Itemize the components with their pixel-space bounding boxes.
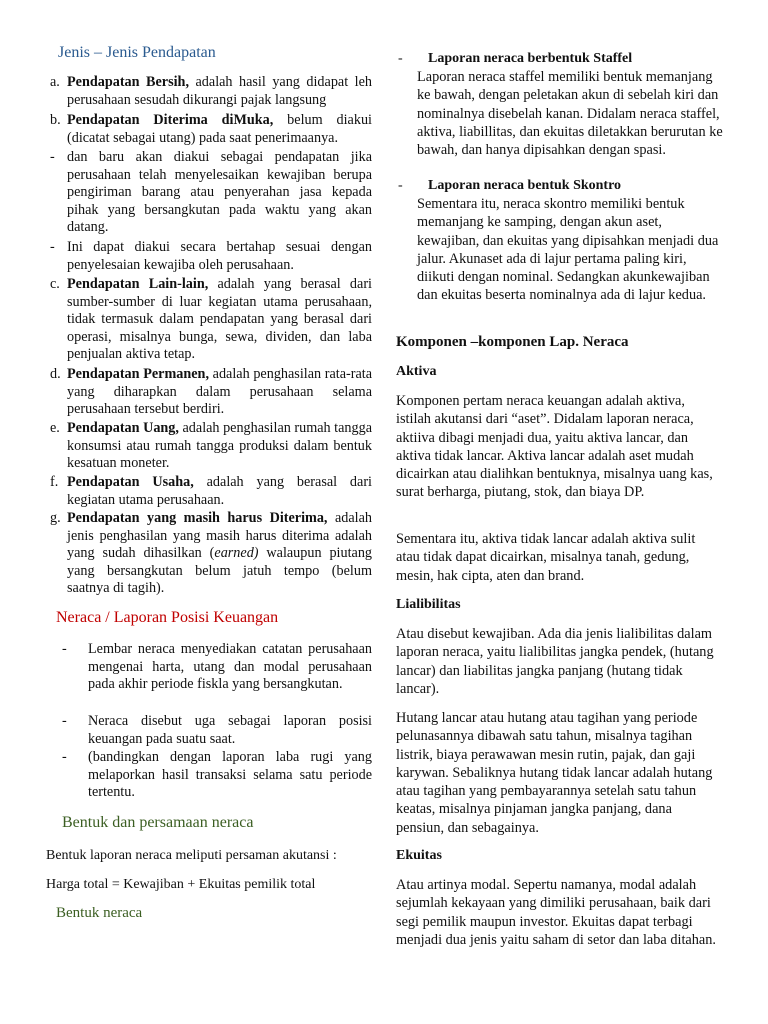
definition-italic: earned) <box>214 545 259 561</box>
heading-bentuk-neraca: Bentuk neraca <box>56 905 143 921</box>
definition: belum diakui (dicatat sebagai utang) pada saat penerimaanya. <box>67 112 372 146</box>
heading-komponen: Komponen –komponen Lap. Neraca <box>396 334 629 350</box>
list-marker: e. <box>50 420 60 436</box>
term: Pendapatan Uang, <box>67 420 179 436</box>
list-marker: c. <box>50 276 60 292</box>
list-marker: a. <box>50 74 60 90</box>
term: Pendapatan Usaha, <box>67 474 194 490</box>
paragraph-aktiva-2: Sementara itu, aktiva tidak lancar adalah aktiva sulit atau tidak dapat dicairkan, misalnya tanah, gedung, mesin, hak cipta, aten dan brand. <box>396 531 696 584</box>
heading-neraca: Neraca / Laporan Posisi Keuangan <box>56 609 279 626</box>
list-marker: d. <box>50 366 61 382</box>
paragraph-aktiva-1: Komponen pertam neraca keuangan adalah aktiva, istilah akutansi dari “aset”. Didalam laporan neraca, aktiiva dibagi menjadi dua, yaitu aktiva lancar, dan aktiva tidak lancar. Aktiva lancar adalah aset mudah dicairkan atau dialihkan bentuknya, misalnya uang kas, surat berharga, piutang, stok, dan biaya DP. <box>396 393 713 501</box>
list-item-g <box>50 510 372 598</box>
term: Pendapatan Diterima diMuka, <box>67 112 274 128</box>
paragraph-staffel: Laporan neraca staffel memiliki bentuk memanjang ke bawah, dengan peletakan akun di sebelah kiri dan nominalnya disebelah kanan. Didalam neraca staffel, aktiva, liabillitas, dan ekuitas diletakkan berurutan ke bawah, dan hanya dipisahkan dengan spasi. <box>417 69 723 159</box>
term: Pendapatan Bersih, <box>67 74 189 90</box>
heading-skontro: Laporan neraca bentuk Skontro <box>428 178 622 193</box>
list-item-d <box>50 366 372 419</box>
definition: adalah penghasilan rumah tangga konsumsi atau rumah tangga produksi dalam bentuk kesatuan moneter. <box>67 420 372 471</box>
definition: dan baru akan diakui sebagai pendapatan jika perusahaan telah menyelesaikan kewajiban berupa pengiriman barang atau penyerahan jasa kepada pihak yang bersangkutan pada waktu yang akan datang. <box>67 149 372 235</box>
list-item-dash-2 <box>50 239 372 274</box>
list-marker: - <box>398 178 403 193</box>
definition: adalah hasil yang didapat leh perusahaan sesudah dikurangi pajak langsung <box>67 74 372 108</box>
definition: Ini dapat diakui secara bertahap sesuai dengan penyelesaian kewajiba oleh perusahaan. <box>67 239 372 273</box>
heading-ekuitas: Ekuitas <box>396 848 442 863</box>
definition: adalah jenis penghasilan yang masih harus diterima adalah yang sudah dihasilkan ( <box>67 510 372 561</box>
neraca-item-2 <box>62 713 372 748</box>
heading-liabilitas: Lialibilitas <box>396 597 461 612</box>
term: Pendapatan Lain-lain, <box>67 276 209 292</box>
paragraph-ekuitas: Atau artinya modal. Sepertu namanya, modal adalah sejumlah kekayaan yang dimiliki perusahaan, baik dari segi pemilik maupun investor. Ekuitas dapat terbagi menjadi dua jenis yaitu saham di setor dan laba ditahan. <box>396 877 716 948</box>
paragraph-liabilitas-1: Atau disebut kewajiban. Ada dia jenis lialibilitas dalam laporan neraca, yaitu lialibilitas jangka pendek, (hutang lancar) dan liabilitas jangka panjang (hutang tidak lancar). <box>396 626 714 697</box>
paragraph-persamaan: Bentuk laporan neraca meliputi persaman akutansi : <box>46 848 337 863</box>
neraca-text: Neraca disebut uga sebagai laporan posisi keuangan pada suatu saat. <box>88 713 372 747</box>
list-item-e <box>50 420 372 473</box>
list-marker: - <box>62 641 67 657</box>
paragraph-skontro: Sementara itu, neraca skontro memiliki bentuk memanjang ke samping, dengan akun aset, kewajiban, dan ekuitas yang dipisahkan menjadi dua jalur. Akunaset ada di lajur pertama paling kiri, diikuti dengan nominal. Sedangkan akunkewajiban dan ekuitas beserta nominalnya ada di lajur kedua. <box>417 196 719 304</box>
definition: adalah yang berasal dari kegiatan utama perusahaan. <box>67 474 372 508</box>
list-marker: f. <box>50 474 59 490</box>
paragraph-harga-total: Harga total = Kewajiban + Ekuitas pemilik total <box>46 877 316 892</box>
list-marker: - <box>62 713 67 729</box>
list-marker: g. <box>50 510 61 526</box>
list-item-f <box>50 474 372 509</box>
list-item-a <box>50 74 372 109</box>
neraca-item-3 <box>62 749 372 802</box>
neraca-text: Lembar neraca menyediakan catatan perusahaan mengenai harta, utang dan modal perusahaan pada akhir periode fiskla yang bersangkutan. <box>88 641 372 692</box>
heading-bentuk-persamaan: Bentuk dan persamaan neraca <box>62 814 254 831</box>
definition: adalah yang berasal dari sumber-sumber di luar kegiatan utama perusahaan, tidak termasuk dalam pendapatan yang berasal dari operasi, misalnya bunga, sewa, dividen, dan laba penjualan aktiva tetap. <box>67 276 372 362</box>
definition: adalah penghasilan rata-rata yang diharapkan dalam perusahaan selama perusahaan tersebut berdiri. <box>67 366 373 417</box>
list-marker: b. <box>50 112 61 128</box>
paragraph-liabilitas-2: Hutang lancar atau hutang atau tagihan yang periode pelunasannya dibawah satu tahun, misalnya tagihan listrik, biaya perawawan mesin rutin, pajak, dan gaji karywan. Sebaliknya hutang tidak lancar adalah hutang atau tagihan yang pembayarannya setelah satu tahun keatas, misalnya pinjaman jangka panjang, dana pensiun, dan sebagainya. <box>396 710 713 836</box>
neraca-text: (bandingkan dengan laporan laba rugi yang melaporkan hasil transaksi selama satu periode tertentu. <box>88 749 372 800</box>
list-marker: - <box>50 149 55 165</box>
list-marker: - <box>62 749 67 765</box>
list-item-b <box>50 112 372 147</box>
heading-staffel: Laporan neraca berbentuk Staffel <box>428 51 633 66</box>
list-marker: - <box>398 51 403 66</box>
list-marker: - <box>50 239 55 255</box>
neraca-item-1 <box>62 641 372 694</box>
heading-aktiva: Aktiva <box>396 364 437 379</box>
list-item-dash-1 <box>50 149 372 237</box>
term: Pendapatan Permanen, <box>67 366 209 382</box>
term: Pendapatan yang masih harus Diterima, <box>67 510 328 526</box>
heading-jenis-pendapatan: Jenis – Jenis Pendapatan <box>58 44 216 61</box>
list-item-c <box>50 276 372 364</box>
definition-cont: walaupun piutang yang bersangkutan belum jatuh tempo (belum saatnya di tagih). <box>67 545 373 596</box>
